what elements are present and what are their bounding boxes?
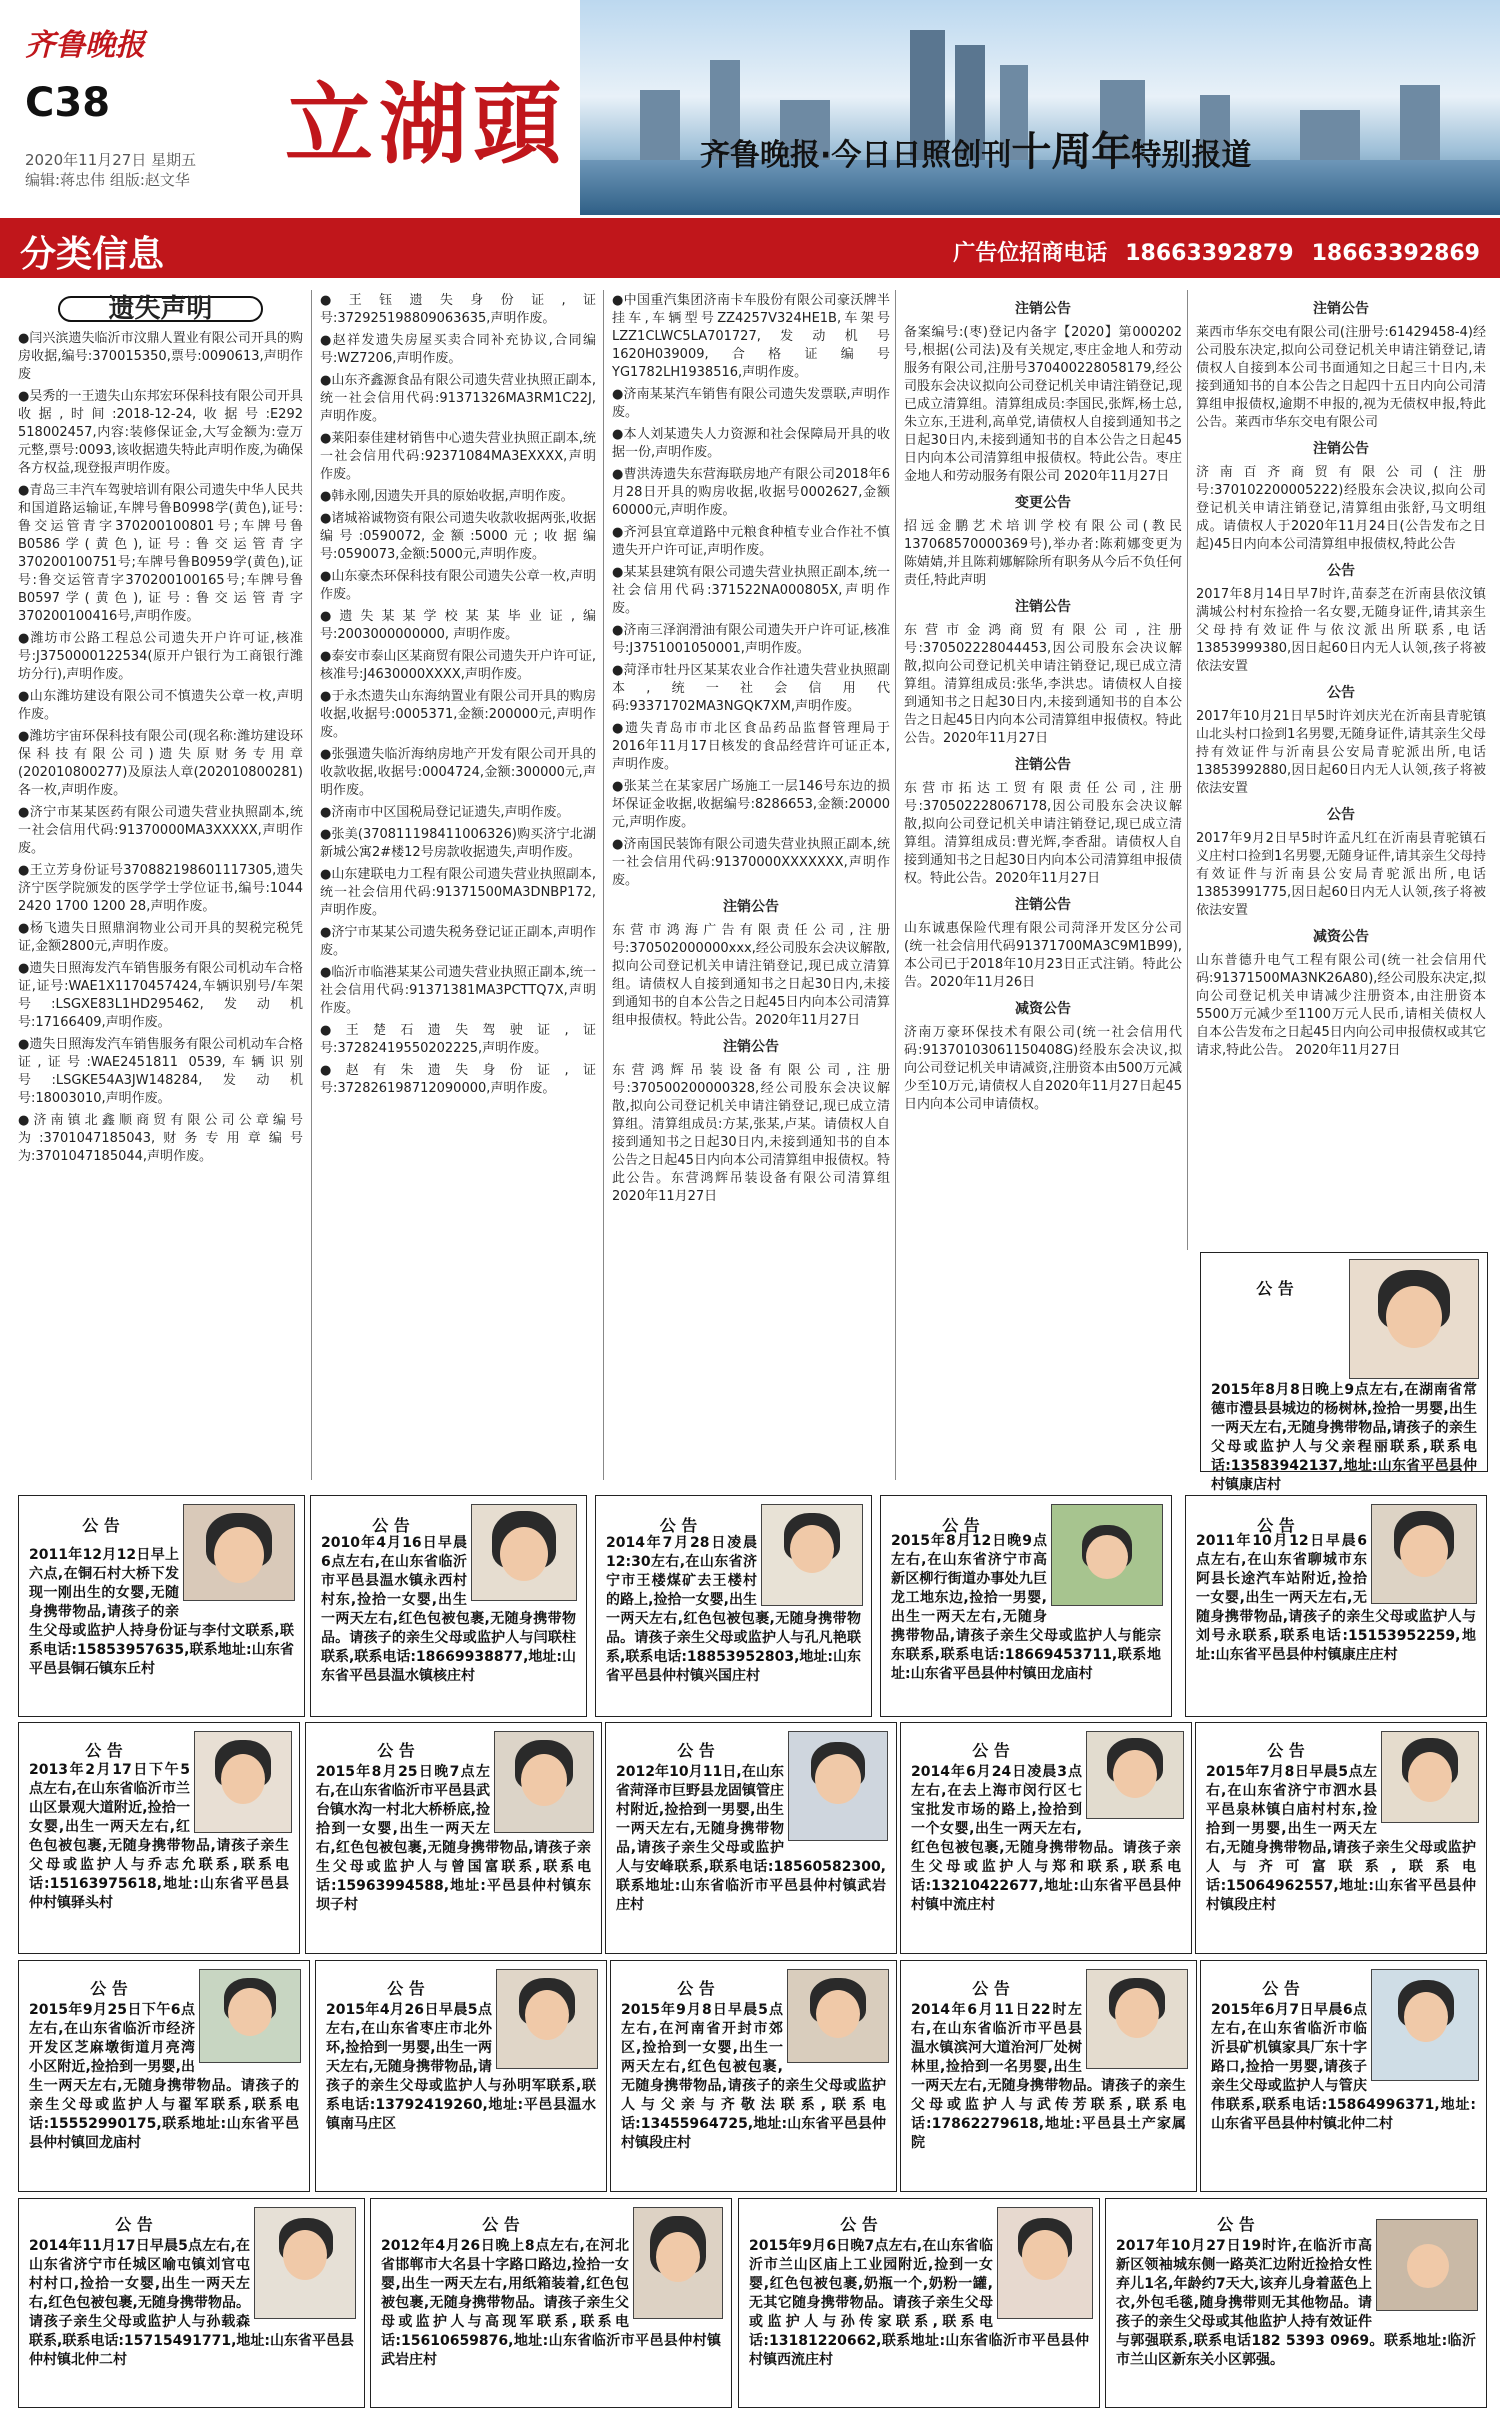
issue-date: 2020年11月27日 星期五	[25, 151, 197, 169]
notice-title: 减资公告	[1015, 1001, 1071, 1017]
notice-title: 公 告	[90, 1979, 128, 1998]
notice-text: 2015年4月26日早晨5点左右,在山东省枣庄市北外环,捡拾到一男婴,出生一两天左右,无随身携带物品,请孩子的亲生父母或监护人与孙明军联系,联系电话:13792419260,地址:平邑县温水镇南马庄区	[326, 2002, 596, 2132]
notice-item: ●曹洪涛遗失东营海联房地产有限公司2018年6月28日开具的购房收据,收据号0002627,金额60000元,声明作废。	[612, 467, 890, 518]
lost-notice-heading: 遗失声明	[58, 296, 263, 322]
notice-title: 公 告	[1256, 1279, 1294, 1298]
notice-item: ●遗失某某学校某某毕业证,编号:2003000000000, 声明作废。	[320, 609, 596, 642]
notice-title: 公 告	[1257, 1516, 1295, 1535]
notice-item: ●济南市中区国税局登记证遗失,声明作废。	[320, 805, 570, 820]
notice-body: 2017年10月21日早5时许刘庆光在沂南县青驼镇山北头村口捡到1名男婴,无随身证件,请其亲生父母持有效证件与沂南县公安局青驼派出所,电话13853992880,因日起60日内无人认领,孩子将被依法安置	[1196, 709, 1486, 796]
notice-text: 2017年10月27日19时许,在临沂市高新区领袖城东侧一路英汇边附近捡拾女性弃儿1名,年龄约7天大,该弃儿身着蓝色上衣,外包毛毯,随身携带则无其他物品。请孩子的亲生父母或其他监护人持有效证件与郭强联系,联系电话182 5393 0969。联系地址:临沂市兰山区新东关小区郭强。	[1116, 2238, 1476, 2368]
foundling-notice-card	[315, 1960, 607, 2192]
notice-text: 2010年4月16日早晨6点左右,在山东省临沂市平邑县温水镇永西村村东,捡拾一女婴,出生一两天左右,红色包被包裹,无随身携带物品。请孩子的亲生父母或监护人与闫联柱联系,联系电话:18669938877,地址:山东省平邑县温水镇核庄村	[321, 1535, 576, 1684]
notice-body: 招远金鹏艺术培训学校有限公司(教民137068570000369号),举办者:陈莉娜变更为陈婧婧,并且陈莉娜解除所有职务从今后不负任何责任,特此声明	[904, 519, 1182, 588]
foundling-notice-card	[738, 2198, 1100, 2408]
notice-text: 2013年2月17日下午5点左右,在山东省临沂市兰山区景观大道附近,捡拾一女婴,出生一两天左右,红色包被包裹,无随身携带物品,请孩子亲生父母或监护人与乔志允联系,联系电话:15163975618,地址:山东省平邑县仲村镇驿头村	[29, 1762, 289, 1911]
notice-item: ●青岛三丰汽车驾驶培训有限公司遗失中华人民共和国道路运输证,车牌号鲁B0998学(黄色),证号:鲁交运管青字370200100801号;车牌号鲁B0586学(黄色),证号:鲁交运管青字370200100751号;车牌号鲁B0959学(黄色),证号:鲁交运管青字370200100165号;车牌号鲁B0597学(黄色),证号:鲁交运管青字370200100416号,声明作废。	[18, 483, 303, 624]
notice-title: 公 告	[377, 1741, 415, 1760]
notice-item: ●临沂市临港某某公司遗失营业执照正副本,统一社会信用代码:91371381MA3PCTTQ7X,声明作废。	[320, 965, 596, 1016]
section-title: 分类信息	[20, 234, 165, 275]
notice-item: ●王楚石遗失驾驶证,证号:37282419550202225,声明作废。	[320, 1023, 596, 1056]
foundling-notice-card	[18, 1722, 300, 1954]
foundling-notice-card	[1185, 1495, 1487, 1717]
notice-title: 公 告	[482, 2215, 520, 2234]
notice-item: ●潍坊宇宙环保科技有限公司(现名称:潍坊建设环保科技有限公司)遗失原财务专用章(202010800277)及原法人章(202010800281)各一枚,声明作废。	[18, 729, 303, 798]
notice-item: ●本人刘某遗失人力资源和社会保障局开具的收据一份,声明作废。	[612, 427, 890, 460]
notice-item: ●齐河县宜章道路中元粮食种植专业合作社不慎遗失开户许可证,声明作废。	[612, 525, 890, 558]
notice-item: ●遗失日照海发汽车销售服务有限公司机动车合格证,证号:WAE2451811 0539,车辆识别号:LSGKE54A3JW148284,发动机号:18003010,声明作废。	[18, 1037, 303, 1106]
notice-item: ●菏泽市牡丹区某某农业合作社遗失营业执照副本,统一社会信用代码:93371702MA3NGQK7XM,声明作废。	[612, 663, 890, 714]
newspaper-logo: 齐鲁晚报	[25, 28, 145, 63]
notice-item: ●山东齐鑫源食品有限公司遗失营业执照正副本,统一社会信用代码:91371326MA3RM1C22J,声明作废。	[320, 373, 596, 424]
notice-body: 东营市金鸿商贸有限公司,注册号:370502228044453,因公司股东会决议解散,拟向公司登记机关申请注销登记,现已成立清算组。清算组成员:张华,李洪忠。请债权人自接到通知书之日起30日内,未接到通知书的自本公告之日起45日内向本公司清算组申报债权。特此公告。2020年11月27日	[904, 623, 1182, 746]
notice-item: ●潍坊市公路工程总公司遗失开户许可证,核准号:J3750000122534(原开户银行为工商银行潍坊分行),声明作废。	[18, 631, 303, 682]
city-skyline-image	[580, 0, 1500, 215]
lost-notice-column-2	[320, 292, 596, 1472]
notice-title: 注销公告	[1313, 301, 1369, 317]
notice-item: ●韩永刚,因遗失开具的原始收据,声明作废。	[320, 489, 574, 504]
section-masthead-title: 立湖頭	[285, 72, 568, 176]
notice-item: ●济南镇北鑫顺商贸有限公司公章编号为:3701047185043,财务专用章编号为:3701047185044,声明作废。	[18, 1113, 303, 1164]
notice-item: ●赵有朱遗失身份证,证号:372826198712090000,声明作废。	[320, 1063, 596, 1096]
notice-body: 莱西市华东交电有限公司(注册号:61429458-4)经公司股东决定,拟向公司登记机关申请注销登记,请债权人自接到本公司书面通知之日起三十日内,未接到通知书的自本公告之日起四十五日内向公司清算组申报债权,逾期不申报的,视为无债权申报,特此公告。莱西市华东交电有限公司	[1196, 325, 1486, 430]
foundling-notice-card	[18, 1495, 305, 1717]
notice-item: ●吴秀的一王遗失山东邦宏环保科技有限公司开具收据,时间:2018-12-24,收据号:E292 518002457,内容:装修保证金,大写金额为:壹万元整,票号:0093,该收据遗失特此声明作废,为确保各方权益,现登报声明作废。	[18, 389, 303, 476]
notice-title: 公 告	[942, 1516, 980, 1535]
notice-text: 2014年11月17日早晨5点左右,在山东省济宁市任城区喻屯镇刘官屯村村口,捡拾一女婴,出生一两天左右,红色包被包裹,无随身携带物品。请孩子亲生父母或监护人与孙载森联系,联系电话:15715491771,地址:山东省平邑县仲村镇北仲二村	[29, 2238, 354, 2368]
notice-text: 2015年7月8日早晨5点左右,在山东省济宁市泗水县平邑泉林镇白庙村村东,捡拾到一男婴,出生一两天左右,无随身携带物品,请孩子亲生父母或监护人与齐可富联系,联系电话:15064962557,地址:山东省平邑县仲村镇段庄村	[1206, 1764, 1476, 1913]
foundling-notice-card	[370, 2198, 732, 2408]
foundling-notice-card	[1200, 1960, 1487, 2192]
notice-column-5	[1196, 292, 1486, 1252]
notice-title: 注销公告	[1015, 757, 1071, 773]
notice-title: 公 告	[387, 1979, 425, 1998]
notice-body: 2017年8月14日早7时许,苗泰芝在沂南县依汶镇满城公村村东捡拾一名女婴,无随身证件,请其亲生父母持有效证件与依汶派出所联系,电话13853999380,因日起60日内无人认领,孩子将被依法安置	[1196, 587, 1486, 674]
notice-text: 2015年8月8日晚上9点左右,在湖南省常德市澧县县城边的杨树林,捡拾一男婴,出生一两天左右,无随身携带物品,请孩子的亲生父母或监护人与父亲程丽联系,联系电话:13583942137,地址:山东省平邑县仲村镇康店村	[1211, 1382, 1477, 1493]
notice-item: ●张某兰在某家居广场施工一层146号东边的损坏保证金收据,收据编号:8286653,金额:20000元,声明作废。	[612, 779, 890, 830]
notice-column-3	[612, 292, 890, 1472]
foundling-notice-card	[18, 2198, 365, 2408]
issue-info	[25, 150, 196, 190]
notice-item: ●张强遗失临沂海纳房地产开发有限公司开具的收款收据,收据号:0004724,金额:300000元,声明作废。	[320, 747, 596, 798]
notice-title: 注销公告	[723, 1039, 779, 1055]
notice-item: ●杨飞遗失日照鼎润物业公司开具的契税完税凭证,金额2800元,声明作废。	[18, 921, 303, 954]
notice-title: 公 告	[840, 2215, 878, 2234]
notice-text: 2015年9月8日早晨5点左右,在河南省开封市郊区,捡拾到一女婴,出生一两天左右,红色包被包裹,无随身携带物品,请孩子的亲生父母或监护人与父亲与齐敬法联系,联系电话:13455964725,地址:山东省平邑县仲村镇段庄村	[621, 2002, 886, 2151]
notice-item: ●张美(370811198411006326)购买济宁北湖新城公寓2#楼12号房款收据遗失,声明作废。	[320, 827, 596, 860]
notice-body: 东营市拓达工贸有限责任公司,注册号:370502228067178,因公司股东会决议解散,拟向公司登记机关申请注销登记,现已成立清算组。清算组成员:曹光辉,李香甜。请债权人自接到通知书之日起30日内向本公司清算组申报债权。特此公告。2020年11月27日	[904, 781, 1182, 886]
notice-title: 公 告	[1217, 2215, 1255, 2234]
notice-body: 东营市鸿海广告有限责任公司,注册号:370502000000xxx,经公司股东会决议解散,拟向公司登记机关申请注销登记,现已成立清算组。请债权人自接到通知书之日起30日内,未接到通知书的自本公告之日起45日内向本公司清算组申报债权。特此公告。2020年11月27日	[612, 923, 890, 1028]
ad-contact: 广告位招商电话 18663392879 18663392869	[953, 241, 1480, 266]
notice-text: 2011年10月12日早晨6点左右,在山东省聊城市东阿县长途汽车站附近,捡拾一女婴,出生一两天左右,无随身携带物品,请孩子的亲生父母或监护人与刘号永联系,联系电话:15153952259,地址:山东省平邑县仲村镇康庄庄村	[1196, 1533, 1476, 1663]
notice-item: ●王立芳身份证号370882198601117305,遗失济宁医学院颁发的医学学士学位证书,编号:1044 2420 1700 1200 28,声明作废。	[18, 863, 303, 914]
anniversary-slogan: 齐鲁晚报·今日日照创刊十周年特别报道	[700, 129, 1252, 175]
notice-item: ●泰安市泰山区某商贸有限公司遗失开户许可证,核准号:J4630000XXXX,声明作废。	[320, 649, 596, 682]
notice-body: 济南百齐商贸有限公司(注册号:370102200005222)经股东会决议,拟向公司登记机关申请注销登记,清算组由张舒,马文明组成。请债权人于2020年11月24日(公告发布之日起)45日内向本公司清算组申报债权,特此公告	[1196, 465, 1486, 552]
notice-text: 2015年9月6日晚7点左右,在山东省临沂市兰山区庙上工业园附近,捡到一女婴,红色包被包裹,奶瓶一个,奶粉一罐,无其它随身携带物品。请孩子亲生父母或监护人与孙传家联系,联系电话:13181220662,联系地址:山东省临沂市平邑县仲村镇西流庄村	[749, 2238, 1089, 2368]
notice-title: 公 告	[82, 1516, 120, 1535]
notice-text: 2015年6月7日早晨6点左右,在山东省临沂市临沂县矿机镇家具厂东十字路口,捡拾一男婴,请孩子亲生父母或监护人与管庆伟联系,联系电话:15864996371,地址:山东省平邑县仲村镇北仲二村	[1211, 2002, 1476, 2132]
notice-title: 公告	[1327, 563, 1355, 579]
foundling-notice-card	[900, 1960, 1197, 2192]
notice-text: 2014年6月11日22时左右,在山东省临沂市平邑县温水镇滨河大道治河厂处树林里,捡拾到一名男婴,出生一两天左右,无随身携带物品。请孩子的亲生父母或监护人与武传芳联系,联系电话:17862279618,地址:平邑县土产家属院	[911, 2002, 1186, 2151]
notice-text: 2015年9月25日下午6点左右,在山东省临沂市经济开发区芝麻墩街道月亮湾小区附近,捡拾到一男婴,出生一两天左右,无随身携带物品。请孩子的亲生父母或监护人与翟军联系,联系电话:15552990175,联系地址:山东省平邑县仲村镇回龙庙村	[29, 2002, 299, 2151]
notice-title: 公告	[1327, 685, 1355, 701]
notice-item: ●王钰遗失身份证,证号:372925198809063635,声明作废。	[320, 293, 596, 326]
notice-text: 2011年12月12日早上六点,在铜石村大桥下发现一刚出生的女婴,无随身携带物品,请孩子的亲生父母或监护人持身份证与李付文联系,联系电话:15853957635,联系地址:山东省平邑县铜石镇东丘村	[29, 1547, 294, 1677]
foundling-notice-card	[1200, 1252, 1488, 1493]
notice-title: 变更公告	[1015, 495, 1071, 511]
notice-item: ●山东建联电力工程有限公司遗失营业执照副本,统一社会信用代码:91371500MA3DNBP172,声明作废。	[320, 867, 596, 918]
notice-item: ●济南国民装饰有限公司遗失营业执照正副本,统一社会信用代码:91370000XXXXXXX,声明作废。	[612, 837, 890, 888]
notice-item: ●济南三泽润滑油有限公司遗失开户许可证,核准号:J3751001050001,声明作废。	[612, 623, 890, 656]
notice-text: 2012年4月26日晚上8点左右,在河北省邯郸市大名县十字路口路边,捡拾一女婴,出生一两天左右,用纸箱装着,红色包被包裹,无随身携带物品。请孩子亲生父母或监护人与高现军联系,联系电话:15610659876,地址:山东省临沂市平邑县仲村镇武岩庄村	[381, 2238, 721, 2368]
page-number: C38	[25, 80, 111, 126]
notice-title: 减资公告	[1313, 929, 1369, 945]
notice-item: ●莱阳泰佳建材销售中心遗失营业执照正副本,统一社会信用代码:92371084MA3EXXXX,声明作废。	[320, 431, 596, 482]
notice-title: 公 告	[115, 2215, 153, 2234]
notice-body: 2017年9月2日早5时许孟凡红在沂南县青驼镇石义庄村口捡到1名男婴,无随身证件,请其亲生父母持有效证件与沂南县公安局青驼派出所,电话13853991775,因日起60日内无人认领,孩子将被依法安置	[1196, 831, 1486, 918]
notice-item: ●山东豪杰环保科技有限公司遗失公章一枚,声明作废。	[320, 569, 596, 602]
foundling-notice-card	[880, 1495, 1172, 1717]
notice-title: 公 告	[1262, 1979, 1300, 1998]
notice-item: ●中国重汽集团济南卡车股份有限公司豪沃牌半挂车,车辆型号ZZ4257V324HE1B,车架号LZZ1CLWC5LA701727,发动机号1620H039009,合格证编号YG1782LH1938516,声明作废。	[612, 293, 890, 380]
foundling-notice-card	[305, 1722, 602, 1954]
notice-body: 备案编号:(枣)登记内备字【2020】第000202号,根据(公司法)及有关规定,枣庄金地人和劳动服务有限公司,注册号370400228058179,经公司股东会决议拟向公司登记机关申请注销登记,现已成立清算组。清算组成员:李国民,张辉,杨士总,朱立东,王进利,高单党,请债权人自接到通知书之日起30日内,未接到通知书的自本公告之日起45日内向本公司清算组申报债权。特此公告。枣庄金地人和劳动服务有限公司 2020年11月27日	[904, 325, 1182, 484]
notice-title: 注销公告	[723, 899, 779, 915]
lost-notice-column-1	[18, 292, 303, 1472]
notice-item: ●某某县建筑有限公司遗失营业执照正副本,统一社会信用代码:371522NA000805X,声明作废。	[612, 565, 890, 616]
notice-item: ●济宁市某某公司遗失税务登记证正副本,声明作废。	[320, 925, 596, 958]
notice-body: 济南万豪环保技术有限公司(统一社会信用代码:91370103061150408G)经股东会决议,拟向公司登记机关申请减资,注册资本由500万元减少至10万元,请债权人自2020年11月27日起45日内向本公司申请债权。	[904, 1025, 1182, 1112]
editors: 编辑:蒋忠伟 组版:赵文华	[25, 171, 190, 189]
section-band	[0, 218, 1500, 278]
notice-text: 2014年7月28日凌晨12:30左右,在山东省济宁市王楼煤矿去王楼村的路上,捡拾一女婴,出生一两天左右,红色包被包裹,无随身携带物品。请孩子亲生父母或监护人与孔凡艳联系,联系电话:18853952803,地址:山东省平邑县仲村镇兴国庄村	[606, 1535, 861, 1684]
notice-item: ●诸城裕诚物资有限公司遗失收款收据两张,收据编号:0590072,金额:5000元;收据编号:0590073,金额:5000元,声明作废。	[320, 511, 596, 562]
notice-body: 山东普德升电气工程有限公司(统一社会信用代码:91371500MA3NK26A80),经公司股东决定,拟向公司登记机关申请减少注册资本,由注册资本5500万元减少至1100万元人民币,请相关债权人自本公告发布之日起45日内向公司申报债权或其它请求,特此公告。 2020年11月27日	[1196, 953, 1486, 1058]
foundling-notice-card	[610, 1960, 897, 2192]
notice-title: 公 告	[972, 1979, 1010, 1998]
notice-title: 公 告	[85, 1741, 123, 1760]
notice-item: ●山东潍坊建设有限公司不慎遗失公章一枚,声明作废。	[18, 689, 303, 722]
notice-item: ●济南某某汽车销售有限公司遗失发票联,声明作废。	[612, 387, 890, 420]
foundling-notice-card	[1105, 2198, 1487, 2408]
notice-title: 公 告	[659, 1516, 698, 1535]
notice-title: 注销公告	[1313, 441, 1369, 457]
notice-item: ●遗失日照海发汽车销售服务有限公司机动车合格证,证号:WAE1X1170457424,车辆识别号/车架号:LSGXE83L1HD295462,发动机号:17166409,声明作废。	[18, 961, 303, 1030]
notice-title: 公 告	[677, 1979, 715, 1998]
foundling-notice-card	[605, 1722, 897, 1954]
masthead	[0, 0, 1500, 215]
foundling-notice-card	[18, 1960, 310, 2192]
notice-text: 2015年8月25日晚7点左右,在山东省临沂市平邑县武台镇水沟一村北大桥桥底,捡拾到一女婴,出生一两天左右,红色包被包裹,无随身携带物品,请孩子亲生父母或监护人与曾国富联系,联系电话:15963994588,地址:平邑县仲村镇东坝子村	[316, 1764, 591, 1913]
notice-text: 2015年8月12日晚9点左右,在山东省济宁市高新区柳行街道办事处九巨龙工地东边,捡拾一男婴,出生一两天左右,无随身携带物品,请孩子亲生父母或监护人与能宗东联系,联系电话:18669453711,联系地址:山东省平邑县仲村镇田龙庙村	[891, 1533, 1161, 1682]
notice-text: 2014年6月24日凌晨3点左右,在去上海市闵行区七宝批发市场的路上,捡拾到一个女婴,出生一两天左右,红色包被包裹,无随身携带物品。请孩子亲生父母或监护人与郑和联系,联系电话:13210422677,地址:山东省平邑县仲村镇中流庄村	[911, 1764, 1181, 1913]
notice-column-4	[904, 292, 1182, 1472]
notice-item: ●于永杰遗失山东海纳置业有限公司开具的购房收据,收据号:0005371,金额:200000元,声明作废。	[320, 689, 596, 740]
notice-title: 公 告	[372, 1516, 410, 1535]
notice-text: 2012年10月11日,在山东省菏泽市巨野县龙固镇管庄村附近,捡拾到一男婴,出生一两天左右,无随身携带物品,请孩子亲生父母或监护人与安峰联系,联系电话:18560582300,联系地址:山东省临沂市平邑县仲村镇武岩庄村	[616, 1764, 886, 1913]
foundling-notice-card	[900, 1722, 1192, 1954]
foundling-notice-card	[595, 1495, 872, 1717]
notice-item: ●闫兴滨遗失临沂市汶鼎人置业有限公司开具的购房收据,编号:370015350,票号:0090613,声明作废	[18, 331, 303, 382]
notice-title: 注销公告	[1015, 301, 1071, 317]
notice-item: ●赵祥发遗失房屋买卖合同补充协议,合同编号:WZ7206,声明作废。	[320, 333, 596, 366]
notice-title: 公 告	[677, 1741, 715, 1760]
notice-body: 山东诚惠保险代理有限公司菏泽开发区分公司(统一社会信用代码91371700MA3C9M1B99),本公司已于2018年10月23日正式注销。特此公告。2020年11月26日	[904, 921, 1182, 990]
child-photo	[1349, 1259, 1479, 1379]
notice-title: 公 告	[1267, 1741, 1305, 1760]
foundling-notice-card	[310, 1495, 587, 1717]
notice-title: 注销公告	[1015, 897, 1071, 913]
foundling-notice-card	[1195, 1722, 1487, 1954]
notice-title: 公 告	[972, 1741, 1010, 1760]
notice-body: 东营鸿辉吊装设备有限公司,注册号:370500200000328,经公司股东会决议解散,拟向公司登记机关申请注销登记,现已成立清算组。清算组成员:方某,张某,卢某。请债权人自接到通知书之日起30日内,未接到通知书的自本公告之日起45日内向本公司清算组申报债权。特此公告。东营鸿辉吊装设备有限公司清算组 2020年11月27日	[612, 1063, 890, 1204]
notice-title: 注销公告	[1015, 599, 1071, 615]
notice-item: ●遗失青岛市市北区食品药品监督管理局于2016年11月17日核发的食品经营许可证正本,声明作废。	[612, 721, 890, 772]
notice-title: 公告	[1327, 807, 1355, 823]
notice-item: ●济宁市某某医药有限公司遗失营业执照副本,统一社会信用代码:91370000MA3XXXXX,声明作废。	[18, 805, 303, 856]
